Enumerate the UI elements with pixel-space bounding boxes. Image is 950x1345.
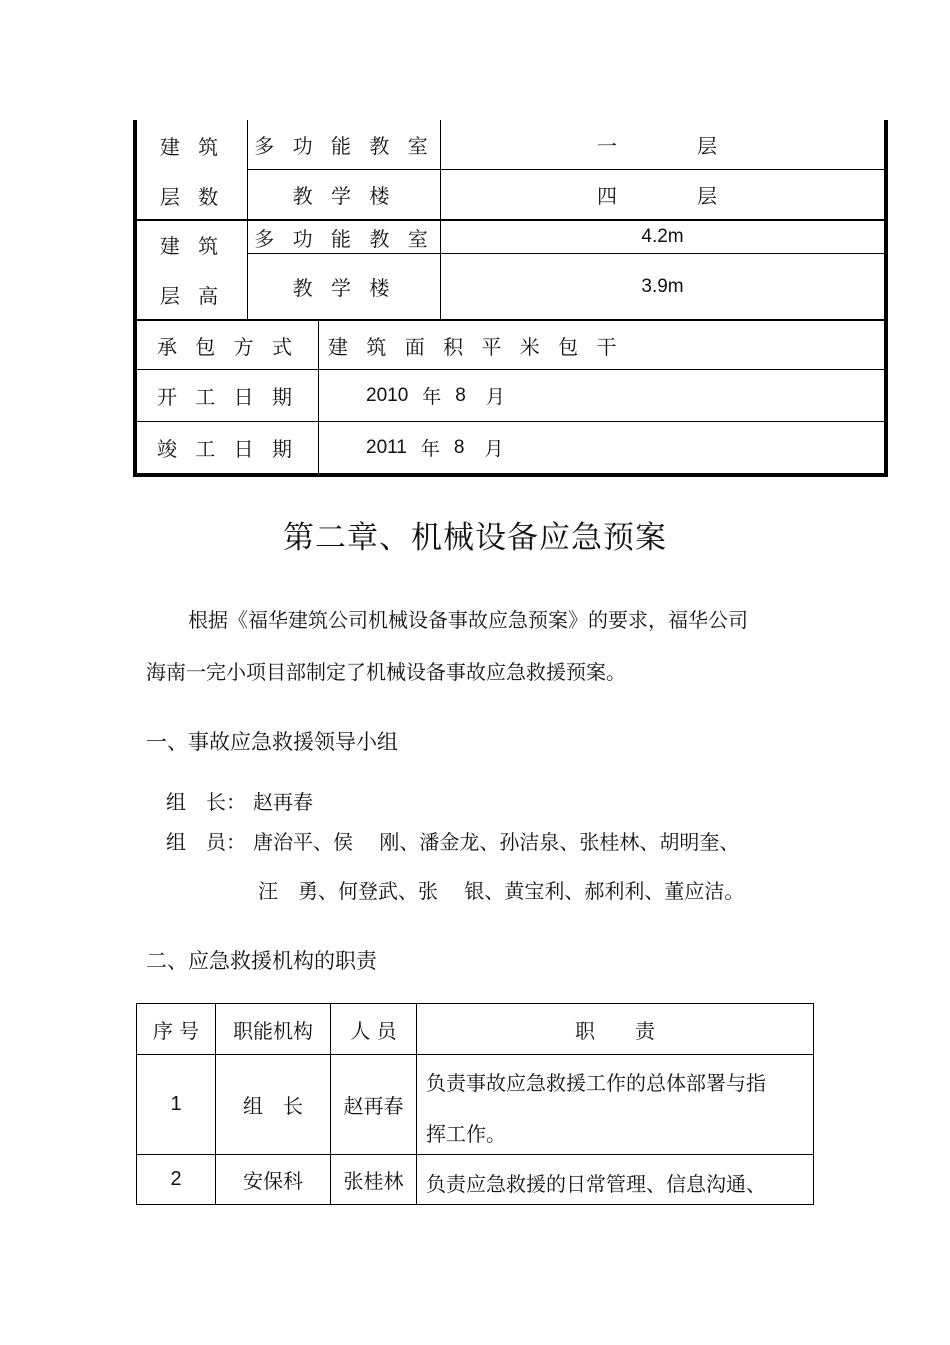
row2-duty-line1: 负责应急救援的日常管理、信息沟通、	[426, 1172, 766, 1196]
members-line-2: 汪 勇、何登武、张 银、黄宝利、郝利利、董应洁。	[258, 879, 745, 903]
floors-value-teaching: 四	[597, 184, 623, 208]
contract-label: 承 包 方 式	[156, 334, 299, 359]
floors-building-teaching: 教 学 楼	[292, 184, 396, 208]
start-month: 8	[455, 384, 466, 406]
members-line-1: 唐治平、侯 刚、潘金龙、孙洁泉、张桂林、胡明奎、	[253, 830, 740, 854]
row2-no: 2	[170, 1168, 182, 1190]
start-year-unit: 年	[422, 386, 442, 408]
height-building-multi: 多 功 能 教 室	[254, 226, 434, 251]
row1-duty-line2: 挥工作。	[426, 1122, 506, 1146]
members-label: 组 员：	[166, 830, 246, 854]
contract-value: 建 筑 面 积 平 米 包 干	[328, 334, 623, 359]
row1-person: 赵再春	[343, 1094, 404, 1118]
floors-building-multi: 多 功 能 教 室	[254, 134, 434, 158]
section1-title: 一、事故应急救援领导小组	[146, 730, 398, 754]
floors-value-multi: 一	[597, 134, 623, 158]
end-date-value	[366, 422, 503, 473]
row1-duty-line1: 负责事故应急救援工作的总体部署与指	[426, 1071, 766, 1095]
floors-unit-teaching: 层	[697, 184, 723, 208]
leader-name: 赵再春	[253, 790, 313, 814]
row1-dept: 组 长	[243, 1094, 303, 1118]
floors-label-line1: 建 筑	[159, 134, 225, 159]
end-date-label: 竣 工 日 期	[156, 437, 299, 461]
intro-line-2: 海南一完小项目部制定了机械设备事故应急救援预案。	[146, 660, 626, 684]
row2-dept: 安保科	[243, 1169, 303, 1193]
section2-title: 二、应急救援机构的职责	[146, 949, 377, 973]
header-person: 人 员	[350, 1018, 397, 1043]
floors-unit-multi: 层	[697, 134, 723, 158]
floors-label-line2: 层 数	[159, 184, 225, 209]
height-label-line2: 层 高	[159, 283, 225, 308]
row2-person: 张桂林	[343, 1169, 404, 1193]
header-no: 序 号	[152, 1018, 200, 1043]
chapter-title: 第二章、机械设备应急预案	[283, 520, 667, 556]
height-value-teaching: 3.9m	[641, 275, 684, 297]
intro-line-1: 根据《福华建筑公司机械设备事故应急预案》的要求，福华公司	[188, 608, 748, 632]
start-year: 2010	[366, 384, 409, 406]
end-year: 2011	[366, 436, 407, 458]
height-value-multi: 4.2m	[641, 226, 684, 247]
end-month: 8	[453, 436, 465, 458]
leader-label: 组 长：	[166, 790, 246, 814]
header-duty: 职 责	[575, 1018, 655, 1043]
end-month-unit: 月	[484, 438, 504, 460]
start-date-label: 开 工 日 期	[156, 385, 299, 409]
start-month-unit: 月	[485, 386, 505, 408]
start-date-value	[366, 370, 505, 421]
header-dept: 职能机构	[233, 1018, 313, 1043]
height-label-line1: 建 筑	[159, 233, 225, 258]
end-year-unit: 年	[420, 438, 440, 460]
height-building-teaching: 教 学 楼	[292, 276, 396, 300]
row1-no: 1	[170, 1093, 182, 1115]
